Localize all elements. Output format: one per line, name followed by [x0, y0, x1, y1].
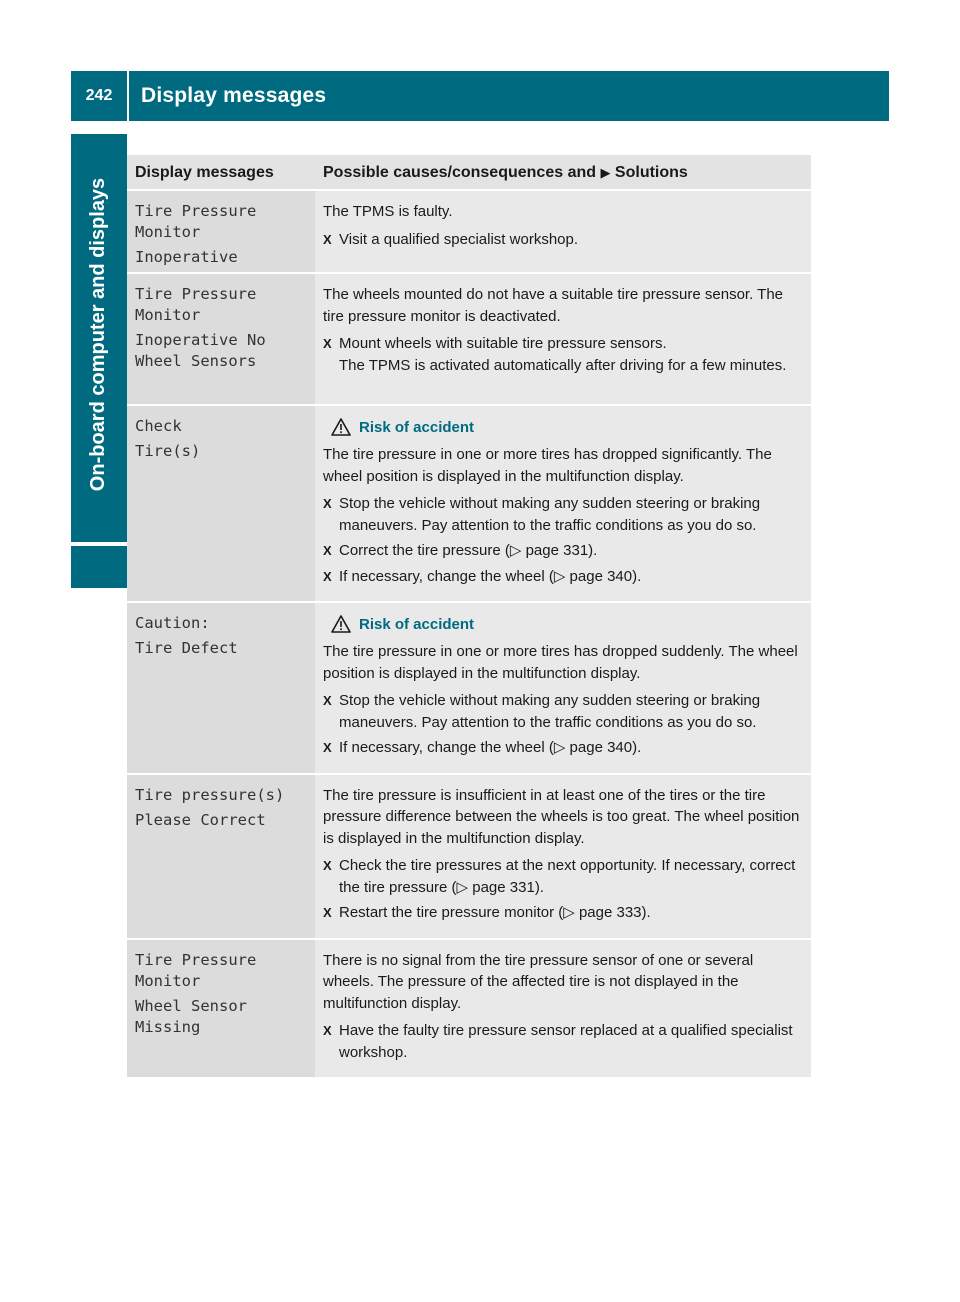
display-message-text: Please Correct — [135, 810, 266, 829]
solution-step-text: Correct the tire pressure (▷ page 331). — [339, 542, 598, 559]
causes-solutions-cell — [315, 406, 811, 601]
display-message-text: Tire pressure(s) — [135, 785, 285, 804]
cause-text: The tire pressure is insufficient in at least one of the tires or the tire pressure difference between the wheels is too great. The wheel position is displayed in the multifunction display. — [323, 786, 800, 847]
table-row — [127, 274, 811, 406]
table-row — [127, 406, 811, 603]
display-message-cell — [127, 274, 315, 404]
solution-step — [323, 493, 805, 536]
warning-heading — [331, 615, 805, 633]
page-number: 242 — [71, 71, 129, 121]
solution-step-text: Stop the vehicle without making any sudden steering or braking maneuvers. Pay attention to the traffic conditions as you do so. — [339, 692, 761, 731]
solution-step — [323, 855, 805, 898]
solution-step — [323, 540, 805, 562]
table-row — [127, 775, 811, 940]
solution-step — [323, 690, 805, 733]
table-row — [127, 191, 811, 274]
step-marker-icon: X — [323, 496, 332, 511]
warning-heading — [331, 418, 805, 436]
warning-label: Risk of accident — [359, 418, 475, 436]
causes-solutions-cell — [315, 191, 811, 272]
table-row — [127, 603, 811, 775]
display-message-text: Wheel Sensor Missing — [135, 996, 247, 1036]
display-message-text: Tire Pressure Monitor — [135, 950, 257, 990]
solution-step-text: Stop the vehicle without making any sudden steering or braking maneuvers. Pay attention to the traffic conditions as you do so. — [339, 495, 761, 534]
solution-step — [323, 333, 805, 376]
display-message-cell — [127, 940, 315, 1078]
solution-step — [323, 229, 805, 251]
table-header-row — [127, 155, 811, 191]
cause-text: The tire pressure in one or more tires has dropped significantly. The wheel position is displayed in the multifunction display. — [323, 446, 772, 485]
play-arrow-icon: ▶ — [600, 165, 611, 180]
display-message-text: Check — [135, 417, 182, 435]
warning-label: Risk of accident — [359, 615, 475, 633]
solution-step-text: Have the faulty tire pressure sensor replaced at a qualified specialist workshop. — [339, 1022, 793, 1061]
solution-step — [323, 737, 805, 759]
solution-step — [323, 902, 805, 924]
causes-solutions-cell — [315, 603, 811, 773]
display-message-text: Tire Pressure Monitor — [135, 285, 257, 324]
display-message-text: Tire Defect — [135, 639, 238, 657]
solution-step-text: Visit a qualified specialist workshop. — [339, 230, 579, 248]
solution-step-text: If necessary, change the wheel (▷ page 340). — [339, 739, 642, 756]
solution-step-text: Check the tire pressures at the next opportunity. If necessary, correct the tire pressure (▷ page 331). — [339, 857, 796, 896]
display-message-cell — [127, 191, 315, 272]
display-message-cell — [127, 603, 315, 773]
causes-solutions-cell — [315, 775, 811, 938]
solution-step-text: If necessary, change the wheel (▷ page 340). — [339, 567, 642, 585]
causes-solutions-cell — [315, 274, 811, 404]
chapter-tab — [71, 134, 127, 542]
step-marker-icon: X — [323, 543, 332, 558]
warning-triangle-icon — [331, 418, 351, 436]
solution-step — [323, 566, 805, 588]
display-messages-table — [127, 155, 811, 1079]
display-message-text: Tire(s) — [135, 442, 201, 460]
col-header-display-messages: Display messages — [127, 155, 315, 189]
step-marker-icon: X — [323, 1023, 332, 1038]
solution-step-text: Mount wheels with suitable tire pressure sensors. The TPMS is activated automatically after driving for a few minutes. — [339, 335, 787, 374]
display-message-text: Inoperative — [135, 248, 238, 266]
chapter-label: On-board computer and displays — [87, 177, 110, 491]
step-marker-icon: X — [323, 858, 332, 873]
causes-solutions-cell — [315, 940, 811, 1078]
cause-text: The TPMS is faulty. — [323, 203, 453, 220]
step-marker-icon: X — [323, 231, 332, 247]
cause-text: The wheels mounted do not have a suitable tire pressure sensor. The tire pressure monitor is deactivated. — [323, 286, 783, 325]
table-row — [127, 940, 811, 1080]
step-marker-icon: X — [323, 740, 332, 755]
warning-triangle-icon — [331, 615, 351, 633]
col-header-causes-solutions: Possible causes/consequences and ▶ Solutions — [315, 155, 811, 189]
solution-step — [323, 1020, 805, 1063]
chapter-marker — [71, 546, 127, 588]
cause-text: The tire pressure in one or more tires has dropped suddenly. The wheel position is displayed in the multifunction display. — [323, 643, 798, 682]
step-marker-icon: X — [323, 905, 332, 920]
step-marker-icon: X — [323, 693, 332, 708]
display-message-text: Caution: — [135, 614, 210, 632]
solution-step-text: Restart the tire pressure monitor (▷ page 333). — [339, 904, 651, 921]
display-message-cell — [127, 775, 315, 938]
display-message-cell — [127, 406, 315, 601]
step-marker-icon: X — [323, 336, 332, 351]
page-title: Display messages — [141, 84, 327, 107]
page-header — [71, 71, 889, 121]
step-marker-icon: X — [323, 568, 332, 584]
cause-text: There is no signal from the tire pressure sensor of one or several wheels. The pressure of the affected tire is not displayed in the multifunction display. — [323, 951, 754, 1012]
display-message-text: Inoperative No Wheel Sensors — [135, 331, 266, 370]
display-message-text: Tire Pressure Monitor — [135, 202, 257, 241]
